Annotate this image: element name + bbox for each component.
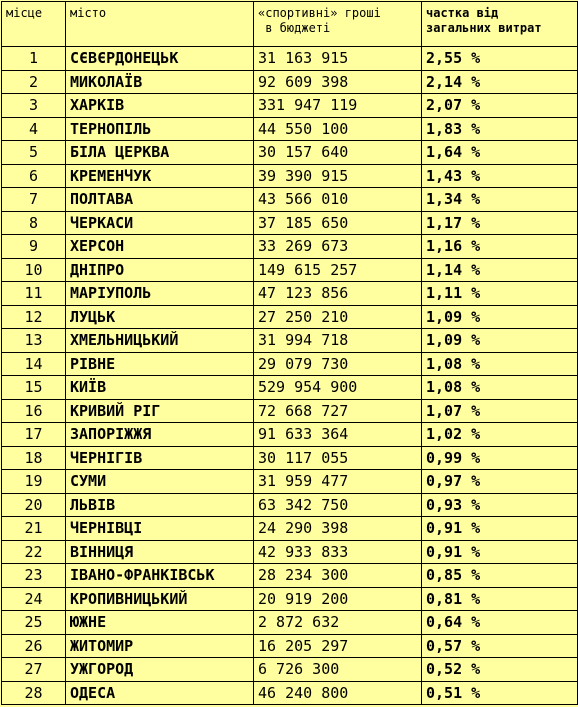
rank-cell: 11 bbox=[2, 282, 66, 306]
share-cell: 1,16 % bbox=[422, 235, 578, 259]
budget-cell: 30 157 640 bbox=[254, 141, 422, 165]
budget-cell: 20 919 200 bbox=[254, 587, 422, 611]
rank-cell: 4 bbox=[2, 117, 66, 141]
rank-cell: 9 bbox=[2, 235, 66, 259]
table-row bbox=[2, 493, 578, 517]
city-cell: МИКОЛАЇВ bbox=[66, 70, 254, 94]
share-cell: 1,07 % bbox=[422, 399, 578, 423]
city-cell: КРИВИЙ РІГ bbox=[66, 399, 254, 423]
share-cell: 1,17 % bbox=[422, 211, 578, 235]
budget-cell: 331 947 119 bbox=[254, 94, 422, 118]
rank-cell: 21 bbox=[2, 517, 66, 541]
city-cell: ЧЕРНІГІВ bbox=[66, 446, 254, 470]
budget-cell: 33 269 673 bbox=[254, 235, 422, 259]
table-row bbox=[2, 305, 578, 329]
table-row bbox=[2, 470, 578, 494]
rank-cell: 1 bbox=[2, 47, 66, 71]
share-cell: 1,83 % bbox=[422, 117, 578, 141]
share-cell: 0,93 % bbox=[422, 493, 578, 517]
budget-cell: 28 234 300 bbox=[254, 564, 422, 588]
budget-cell: 47 123 856 bbox=[254, 282, 422, 306]
rank-cell: 7 bbox=[2, 188, 66, 212]
rank-cell: 10 bbox=[2, 258, 66, 282]
share-cell: 0,97 % bbox=[422, 470, 578, 494]
rank-cell: 25 bbox=[2, 611, 66, 635]
table-row bbox=[2, 681, 578, 705]
budget-cell: 31 163 915 bbox=[254, 47, 422, 71]
header-share-line2: загальних витрат bbox=[426, 21, 542, 35]
share-cell: 2,14 % bbox=[422, 70, 578, 94]
rank-cell: 23 bbox=[2, 564, 66, 588]
table-row bbox=[2, 188, 578, 212]
budget-cell: 27 250 210 bbox=[254, 305, 422, 329]
share-cell: 0,91 % bbox=[422, 540, 578, 564]
city-cell: КИЇВ bbox=[66, 376, 254, 400]
header-share-line1: частка від bbox=[426, 6, 499, 20]
city-cell: ХМЕЛЬНИЦЬКИЙ bbox=[66, 329, 254, 353]
budget-cell: 16 205 297 bbox=[254, 634, 422, 658]
budget-cell: 24 290 398 bbox=[254, 517, 422, 541]
budget-cell: 44 550 100 bbox=[254, 117, 422, 141]
budget-cell: 92 609 398 bbox=[254, 70, 422, 94]
rank-cell: 28 bbox=[2, 681, 66, 705]
share-cell: 0,51 % bbox=[422, 681, 578, 705]
rank-cell: 12 bbox=[2, 305, 66, 329]
rank-cell: 27 bbox=[2, 658, 66, 682]
city-cell: БІЛА ЦЕРКВА bbox=[66, 141, 254, 165]
table-row bbox=[2, 258, 578, 282]
rank-cell: 19 bbox=[2, 470, 66, 494]
header-rank bbox=[2, 2, 66, 47]
budget-cell: 43 566 010 bbox=[254, 188, 422, 212]
table-row bbox=[2, 611, 578, 635]
rank-cell: 24 bbox=[2, 587, 66, 611]
city-cell: КРОПИВНИЦЬКИЙ bbox=[66, 587, 254, 611]
table-row bbox=[2, 423, 578, 447]
city-cell: КРЕМЕНЧУК bbox=[66, 164, 254, 188]
city-cell: ЮЖНЕ bbox=[66, 611, 254, 635]
budget-cell: 72 668 727 bbox=[254, 399, 422, 423]
table-row bbox=[2, 540, 578, 564]
table-header bbox=[2, 2, 578, 47]
share-cell: 0,99 % bbox=[422, 446, 578, 470]
table-row bbox=[2, 658, 578, 682]
rank-cell: 14 bbox=[2, 352, 66, 376]
rank-cell: 20 bbox=[2, 493, 66, 517]
city-cell: МАРІУПОЛЬ bbox=[66, 282, 254, 306]
header-city-label: місто bbox=[70, 6, 107, 20]
rank-cell: 26 bbox=[2, 634, 66, 658]
table-row bbox=[2, 282, 578, 306]
header-share bbox=[422, 2, 578, 47]
share-cell: 1,11 % bbox=[422, 282, 578, 306]
table-row bbox=[2, 376, 578, 400]
table-row bbox=[2, 235, 578, 259]
share-cell: 1,02 % bbox=[422, 423, 578, 447]
budget-cell: 31 959 477 bbox=[254, 470, 422, 494]
city-cell: ОДЕСА bbox=[66, 681, 254, 705]
budget-cell: 91 633 364 bbox=[254, 423, 422, 447]
budget-cell: 6 726 300 bbox=[254, 658, 422, 682]
rank-cell: 15 bbox=[2, 376, 66, 400]
header-city bbox=[66, 2, 254, 47]
city-cell: СУМИ bbox=[66, 470, 254, 494]
table-row bbox=[2, 47, 578, 71]
share-cell: 1,43 % bbox=[422, 164, 578, 188]
table-row bbox=[2, 564, 578, 588]
city-cell: ДНІПРО bbox=[66, 258, 254, 282]
city-cell: ЧЕРКАСИ bbox=[66, 211, 254, 235]
city-cell: ІВАНО-ФРАНКІВСЬК bbox=[66, 564, 254, 588]
city-cell: ЧЕРНІВЦІ bbox=[66, 517, 254, 541]
table-row bbox=[2, 117, 578, 141]
share-cell: 1,14 % bbox=[422, 258, 578, 282]
rank-cell: 22 bbox=[2, 540, 66, 564]
table-row bbox=[2, 446, 578, 470]
budget-cell: 149 615 257 bbox=[254, 258, 422, 282]
header-money bbox=[254, 2, 422, 47]
share-cell: 0,85 % bbox=[422, 564, 578, 588]
share-cell: 0,91 % bbox=[422, 517, 578, 541]
city-cell: ПОЛТАВА bbox=[66, 188, 254, 212]
share-cell: 1,34 % bbox=[422, 188, 578, 212]
budget-cell: 63 342 750 bbox=[254, 493, 422, 517]
rank-cell: 13 bbox=[2, 329, 66, 353]
city-cell: СЄВЄРДОНЕЦЬК bbox=[66, 47, 254, 71]
budget-cell: 529 954 900 bbox=[254, 376, 422, 400]
share-cell: 1,09 % bbox=[422, 305, 578, 329]
budget-cell: 30 117 055 bbox=[254, 446, 422, 470]
share-cell: 0,57 % bbox=[422, 634, 578, 658]
rank-cell: 17 bbox=[2, 423, 66, 447]
share-cell: 2,55 % bbox=[422, 47, 578, 71]
city-cell: РІВНЕ bbox=[66, 352, 254, 376]
table-row bbox=[2, 587, 578, 611]
budget-cell: 29 079 730 bbox=[254, 352, 422, 376]
city-cell: ЗАПОРІЖЖЯ bbox=[66, 423, 254, 447]
budget-cell: 42 933 833 bbox=[254, 540, 422, 564]
header-money-line2: в бюджеті bbox=[265, 21, 331, 35]
share-cell: 2,07 % bbox=[422, 94, 578, 118]
city-cell: ТЕРНОПІЛЬ bbox=[66, 117, 254, 141]
table-row bbox=[2, 211, 578, 235]
header-rank-label: місце bbox=[6, 6, 43, 20]
sports-budget-table bbox=[1, 1, 578, 705]
table-row bbox=[2, 141, 578, 165]
header-row bbox=[2, 2, 578, 47]
city-cell: УЖГОРОД bbox=[66, 658, 254, 682]
rank-cell: 5 bbox=[2, 141, 66, 165]
budget-cell: 39 390 915 bbox=[254, 164, 422, 188]
share-cell: 1,64 % bbox=[422, 141, 578, 165]
share-cell: 0,64 % bbox=[422, 611, 578, 635]
table-row bbox=[2, 70, 578, 94]
budget-cell: 37 185 650 bbox=[254, 211, 422, 235]
table-row bbox=[2, 634, 578, 658]
budget-cell: 46 240 800 bbox=[254, 681, 422, 705]
city-cell: ЖИТОМИР bbox=[66, 634, 254, 658]
share-cell: 0,52 % bbox=[422, 658, 578, 682]
table-row bbox=[2, 352, 578, 376]
budget-cell: 2 872 632 bbox=[254, 611, 422, 635]
table-row bbox=[2, 164, 578, 188]
city-cell: ХАРКІВ bbox=[66, 94, 254, 118]
table-row bbox=[2, 517, 578, 541]
rank-cell: 8 bbox=[2, 211, 66, 235]
rank-cell: 6 bbox=[2, 164, 66, 188]
share-cell: 1,08 % bbox=[422, 376, 578, 400]
table-row bbox=[2, 94, 578, 118]
city-cell: ЛУЦЬК bbox=[66, 305, 254, 329]
rank-cell: 18 bbox=[2, 446, 66, 470]
share-cell: 1,09 % bbox=[422, 329, 578, 353]
table-body bbox=[2, 47, 578, 705]
table-row bbox=[2, 399, 578, 423]
city-cell: ХЕРСОН bbox=[66, 235, 254, 259]
share-cell: 0,81 % bbox=[422, 587, 578, 611]
city-cell: ЛЬВІВ bbox=[66, 493, 254, 517]
header-money-line1: «спортивні» гроші bbox=[258, 6, 381, 20]
share-cell: 1,08 % bbox=[422, 352, 578, 376]
budget-cell: 31 994 718 bbox=[254, 329, 422, 353]
rank-cell: 3 bbox=[2, 94, 66, 118]
rank-cell: 16 bbox=[2, 399, 66, 423]
rank-cell: 2 bbox=[2, 70, 66, 94]
table-row bbox=[2, 329, 578, 353]
city-cell: ВІННИЦЯ bbox=[66, 540, 254, 564]
